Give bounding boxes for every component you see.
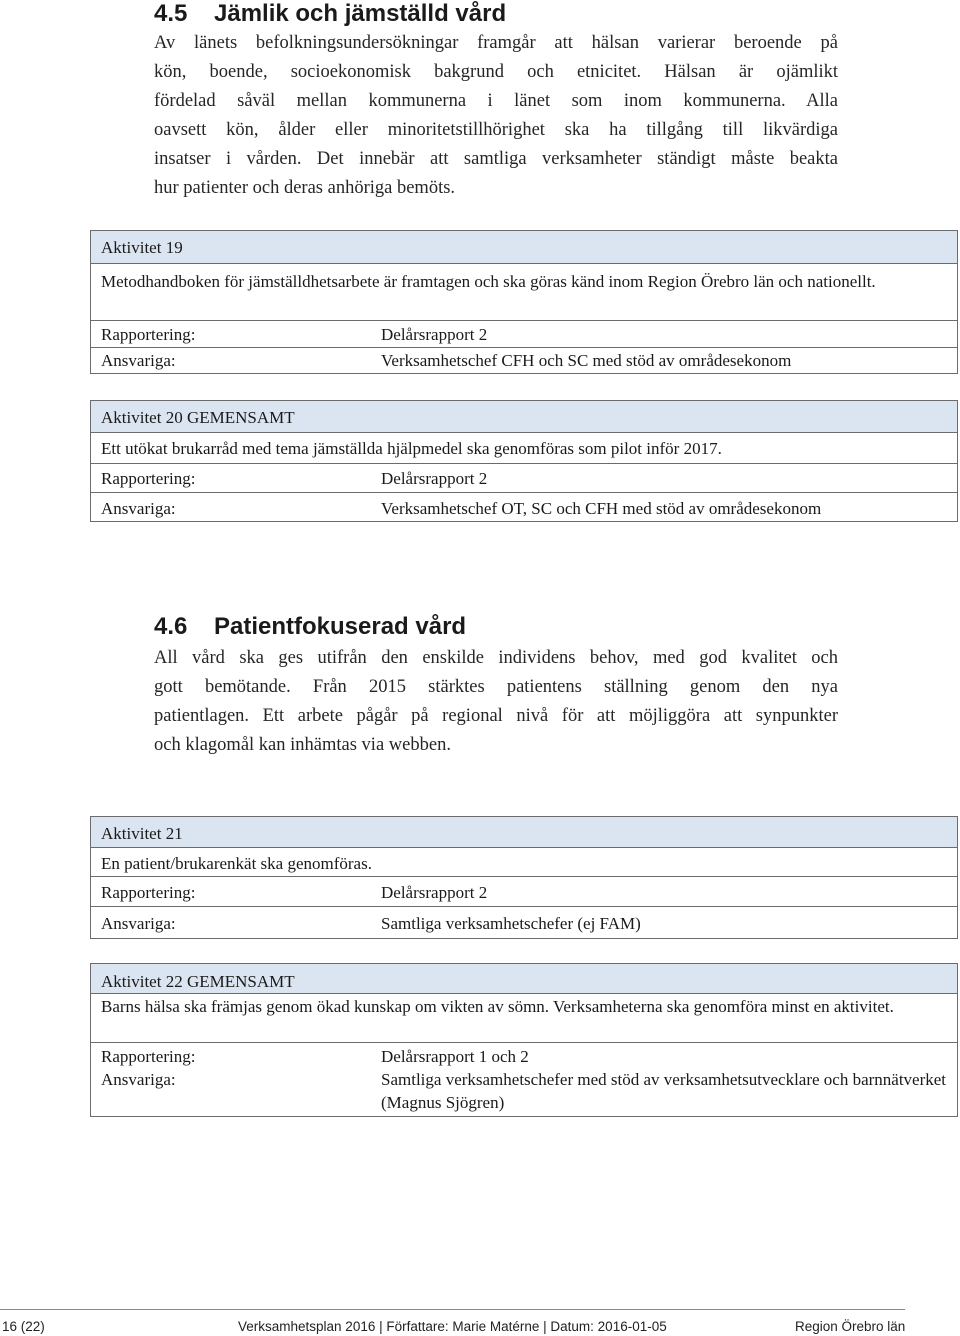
section-title: Patientfokuserad vård bbox=[214, 613, 467, 640]
responsible-value: Verksamhetschef CFH och SC med stöd av områdesekonom bbox=[381, 351, 792, 370]
activity-description: Ett utökat brukarråd med tema jämställda hjälpmedel ska genomföras som pilot inför 2017. bbox=[91, 432, 957, 463]
section-heading-4-5 bbox=[154, 0, 506, 28]
activity-description: Metodhandboken för jämställdhetsarbete är framtagen och ska göras känd inom Region Örebro län och nationellt. bbox=[91, 263, 957, 320]
responsible-value: Samtliga verksamhetschefer (ej FAM) bbox=[381, 914, 641, 933]
section-number: 4.6 bbox=[154, 613, 188, 640]
reporting-value: Delårsrapport 2 bbox=[381, 883, 488, 902]
activity-20-table bbox=[90, 400, 958, 522]
reporting-row bbox=[91, 1042, 957, 1067]
reporting-row bbox=[91, 320, 957, 347]
responsible-label: Ansvariga: bbox=[101, 351, 176, 370]
paragraph-line: hur patienter och deras anhöriga bemöts. bbox=[154, 178, 456, 198]
paragraph-line: gott bemötande. Från 2015 stärktes patientens ställning genom den nya bbox=[154, 677, 838, 697]
footer-divider bbox=[0, 1309, 905, 1310]
footer-document-info: Verksamhetsplan 2016 | Författare: Marie Matérne | Datum: 2016-01-05 bbox=[238, 1319, 667, 1334]
reporting-value: Delårsrapport 2 bbox=[381, 325, 488, 344]
section-number: 4.5 bbox=[154, 0, 188, 27]
activity-description: En patient/brukarenkät ska genomföras. bbox=[91, 847, 957, 876]
paragraph-line: fördelad såväl mellan kommunerna i länet som inom kommunerna. Alla bbox=[154, 91, 838, 111]
paragraph-line: All vård ska ges utifrån den enskilde individens behov, med god kvalitet och bbox=[154, 648, 838, 668]
responsible-row bbox=[91, 1067, 957, 1116]
reporting-label: Rapportering: bbox=[101, 325, 196, 344]
reporting-value: Delårsrapport 2 bbox=[381, 469, 488, 488]
footer-organization: Region Örebro län bbox=[795, 1319, 906, 1334]
section-title: Jämlik och jämställd vård bbox=[214, 0, 507, 27]
reporting-row bbox=[91, 463, 957, 492]
responsible-label: Ansvariga: bbox=[101, 499, 176, 518]
activity-19-table bbox=[90, 230, 958, 374]
activity-title: Aktivitet 19 bbox=[91, 231, 957, 263]
reporting-label: Rapportering: bbox=[101, 1047, 196, 1066]
reporting-value: Delårsrapport 1 och 2 bbox=[381, 1047, 529, 1066]
activity-title: Aktivitet 22 GEMENSAMT bbox=[91, 964, 957, 993]
paragraph-line: Av länets befolkningsundersökningar framgår att hälsan varierar beroende på bbox=[154, 33, 838, 53]
activity-title: Aktivitet 21 bbox=[91, 817, 957, 847]
section-4-5-paragraph bbox=[154, 29, 838, 203]
responsible-row bbox=[91, 492, 957, 521]
responsible-value: Samtliga verksamhetschefer med stöd av verksamhetsutvecklare och barnnätverket (Magnus Sjögren) bbox=[381, 1070, 947, 1112]
reporting-label: Rapportering: bbox=[101, 469, 196, 488]
responsible-label: Ansvariga: bbox=[101, 914, 176, 933]
activity-21-table bbox=[90, 816, 958, 939]
paragraph-line: patientlagen. Ett arbete pågår på regional nivå för att möjliggöra att synpunkter bbox=[154, 706, 838, 726]
section-heading-4-6 bbox=[154, 613, 466, 641]
activity-description: Barns hälsa ska främjas genom ökad kunskap om vikten av sömn. Verksamheterna ska genomföra minst en aktivitet. bbox=[91, 993, 957, 1042]
section-4-6-paragraph bbox=[154, 644, 838, 760]
paragraph-line: oavsett kön, ålder eller minoritetstillhörighet ska ha tillgång till likvärdiga bbox=[154, 120, 838, 140]
footer-page-number: 16 (22) bbox=[2, 1319, 45, 1334]
activity-title: Aktivitet 20 GEMENSAMT bbox=[91, 401, 957, 432]
reporting-label: Rapportering: bbox=[101, 883, 196, 902]
paragraph-line: insatser i vården. Det innebär att samtliga verksamheter ständigt måste beakta bbox=[154, 149, 838, 169]
activity-22-table bbox=[90, 963, 958, 1117]
responsible-row bbox=[91, 347, 957, 373]
responsible-row bbox=[91, 906, 957, 938]
paragraph-line: och klagomål kan inhämtas via webben. bbox=[154, 735, 451, 755]
reporting-row bbox=[91, 876, 957, 906]
paragraph-line: kön, boende, socioekonomisk bakgrund och etnicitet. Hälsan är ojämlikt bbox=[154, 62, 838, 82]
responsible-value: Verksamhetschef OT, SC och CFH med stöd av områdesekonom bbox=[381, 499, 822, 518]
responsible-label: Ansvariga: bbox=[101, 1070, 176, 1089]
